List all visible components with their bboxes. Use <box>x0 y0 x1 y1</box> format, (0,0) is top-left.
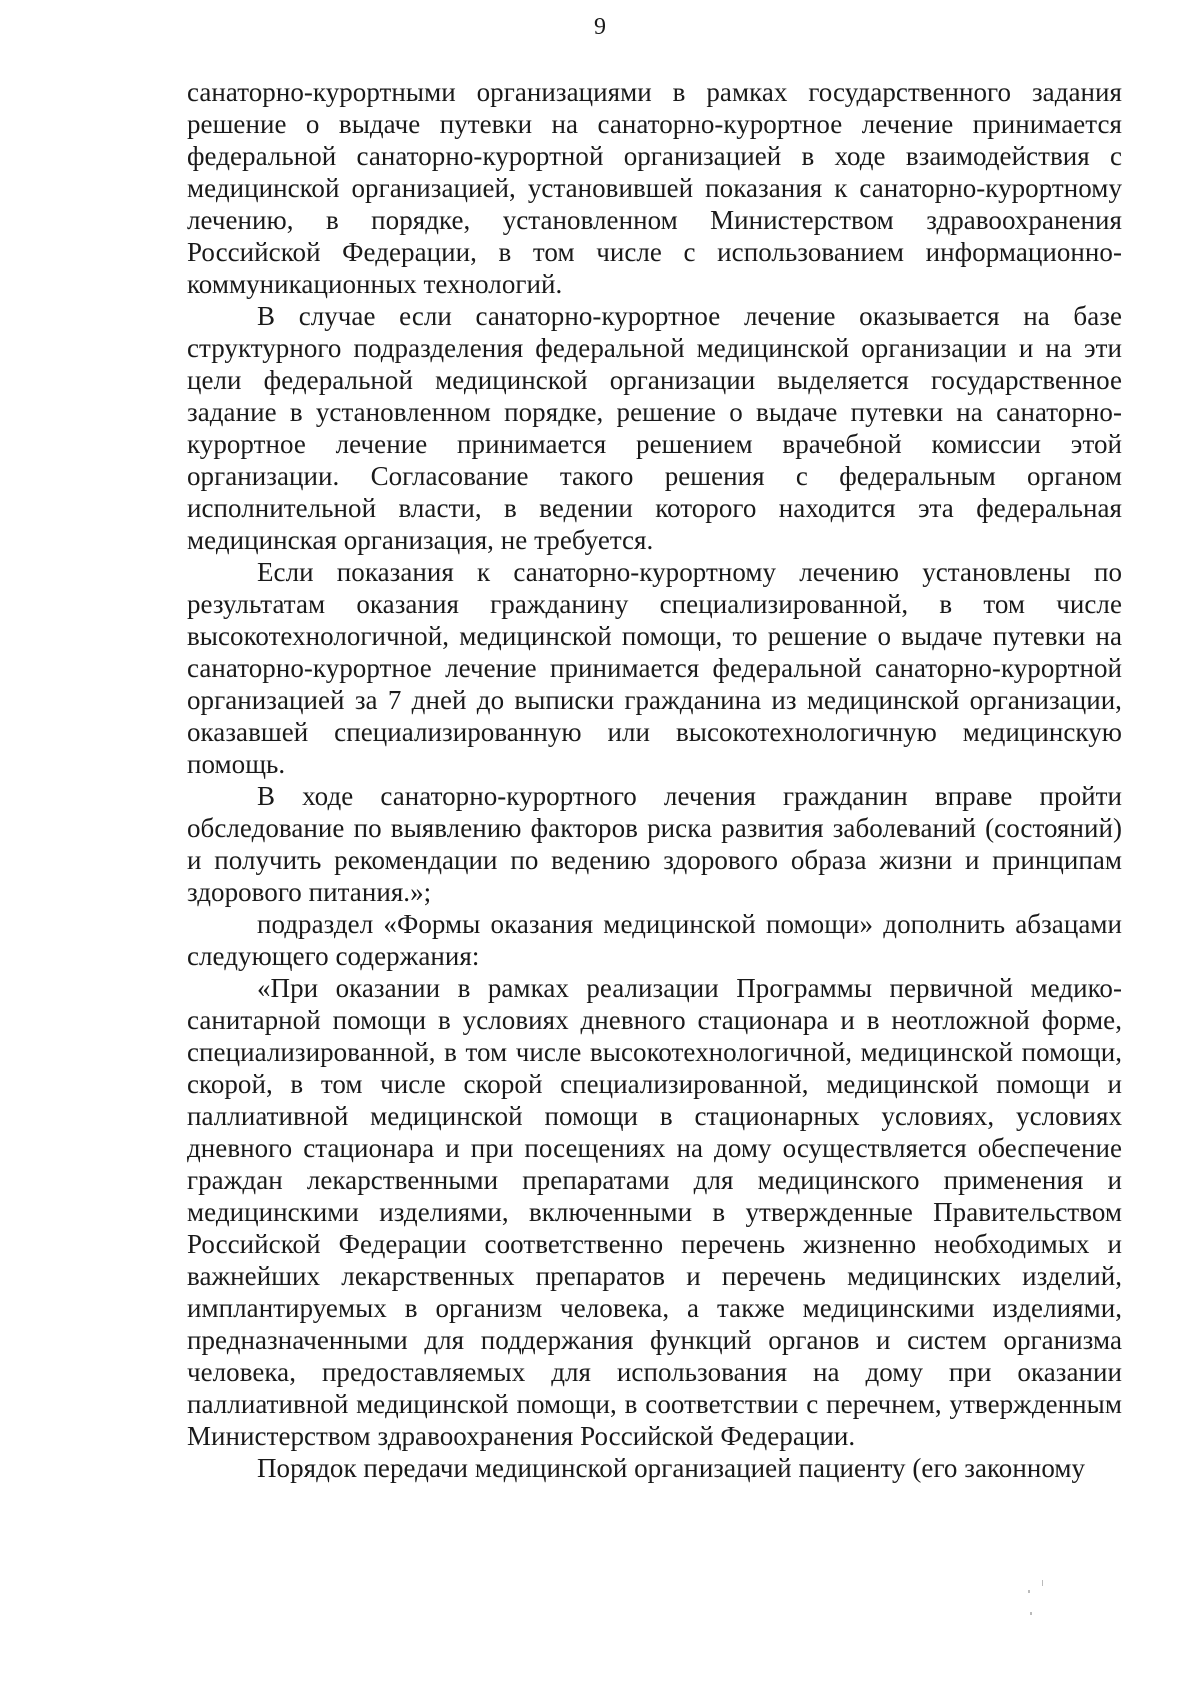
paragraph-subsection-amendment: подраздел «Формы оказания медицинской помощи» дополнить абзацами следующего содержания: <box>187 909 1122 971</box>
paragraph-medicines-provision: «При оказании в рамках реализации Программы первичной медико-санитарной помощи в условиях дневного стационара и в неотложной форме, специализированной, в том числе высокотехнологичной, медицинской помощи, скорой, в том числе скорой специализированной, медицинской помощи и паллиативной медицинской помощи в стационарных условиях, условиях дневного стационара и при посещениях на дому осуществляется обеспечение граждан лекарственными препаратами для медицинского применения и медицинскими изделиями, включенными в утвержденные Правительством Российской Федерации соответственно перечень жизненно необходимых и важнейших лекарственных препаратов и перечень медицинских изделий, имплантируемых в организм человека, а также медицинскими изделиями, предназначенными для поддержания функций органов и систем организма человека, предоставляемых для использования на дому при оказании паллиативной медицинской помощи, в соответствии с перечнем, утвержденным Министерством здравоохранения Российской Федерации. <box>187 973 1122 1451</box>
paragraph-examination: В ходе санаторно-курортного лечения гражданин вправе пройти обследование по выявлению факторов риска развития заболеваний (состояний) и получить рекомендации по ведению здорового образа жизни и принципам здорового питания.»; <box>187 781 1122 907</box>
paragraph-transfer-procedure: Порядок передачи медицинской организацией пациенту (его законному <box>257 1453 1086 1483</box>
paragraph-continuation: санаторно-курортными организациями в рамках государственного задания решение о выдаче путевки на санаторно-курортное лечение принимается федеральной санаторно-курортной организацией в ходе взаимодействия с медицинской организацией, установившей показания к санаторно-курортному лечению, в порядке, установленном Министерством здравоохранения Российской Федерации, в том числе с использованием информационно-коммуникационных технологий. <box>187 77 1122 299</box>
paragraph-structural-unit: В случае если санаторно-курортное лечение оказывается на базе структурного подразделения федеральной медицинской организации и на эти цели федеральной медицинской организации выделяется государственное задание в установленном порядке, решение о выдаче путевки на санаторно-курортное лечение принимается решением врачебной комиссии этой организации. Согласование такого решения с федеральным органом исполнительной власти, в ведении которого находится эта федеральная медицинская организация, не требуется. <box>187 301 1122 555</box>
scan-speck <box>1042 1580 1043 1586</box>
scan-speck <box>1028 1590 1030 1593</box>
scan-speck <box>1030 1612 1032 1615</box>
page-number: 9 <box>594 14 606 40</box>
document-body <box>187 76 1122 1484</box>
paragraph-specialized-care: Если показания к санаторно-курортному лечению установлены по результатам оказания гражданину специализированной, в том числе высокотехнологичной, медицинской помощи, то решение о выдаче путевки на санаторно-курортное лечение принимается федеральной санаторно-курортной организацией за 7 дней до выписки гражданина из медицинской организации, оказавшей специализированную или высокотехнологичную медицинскую помощь. <box>187 557 1122 779</box>
